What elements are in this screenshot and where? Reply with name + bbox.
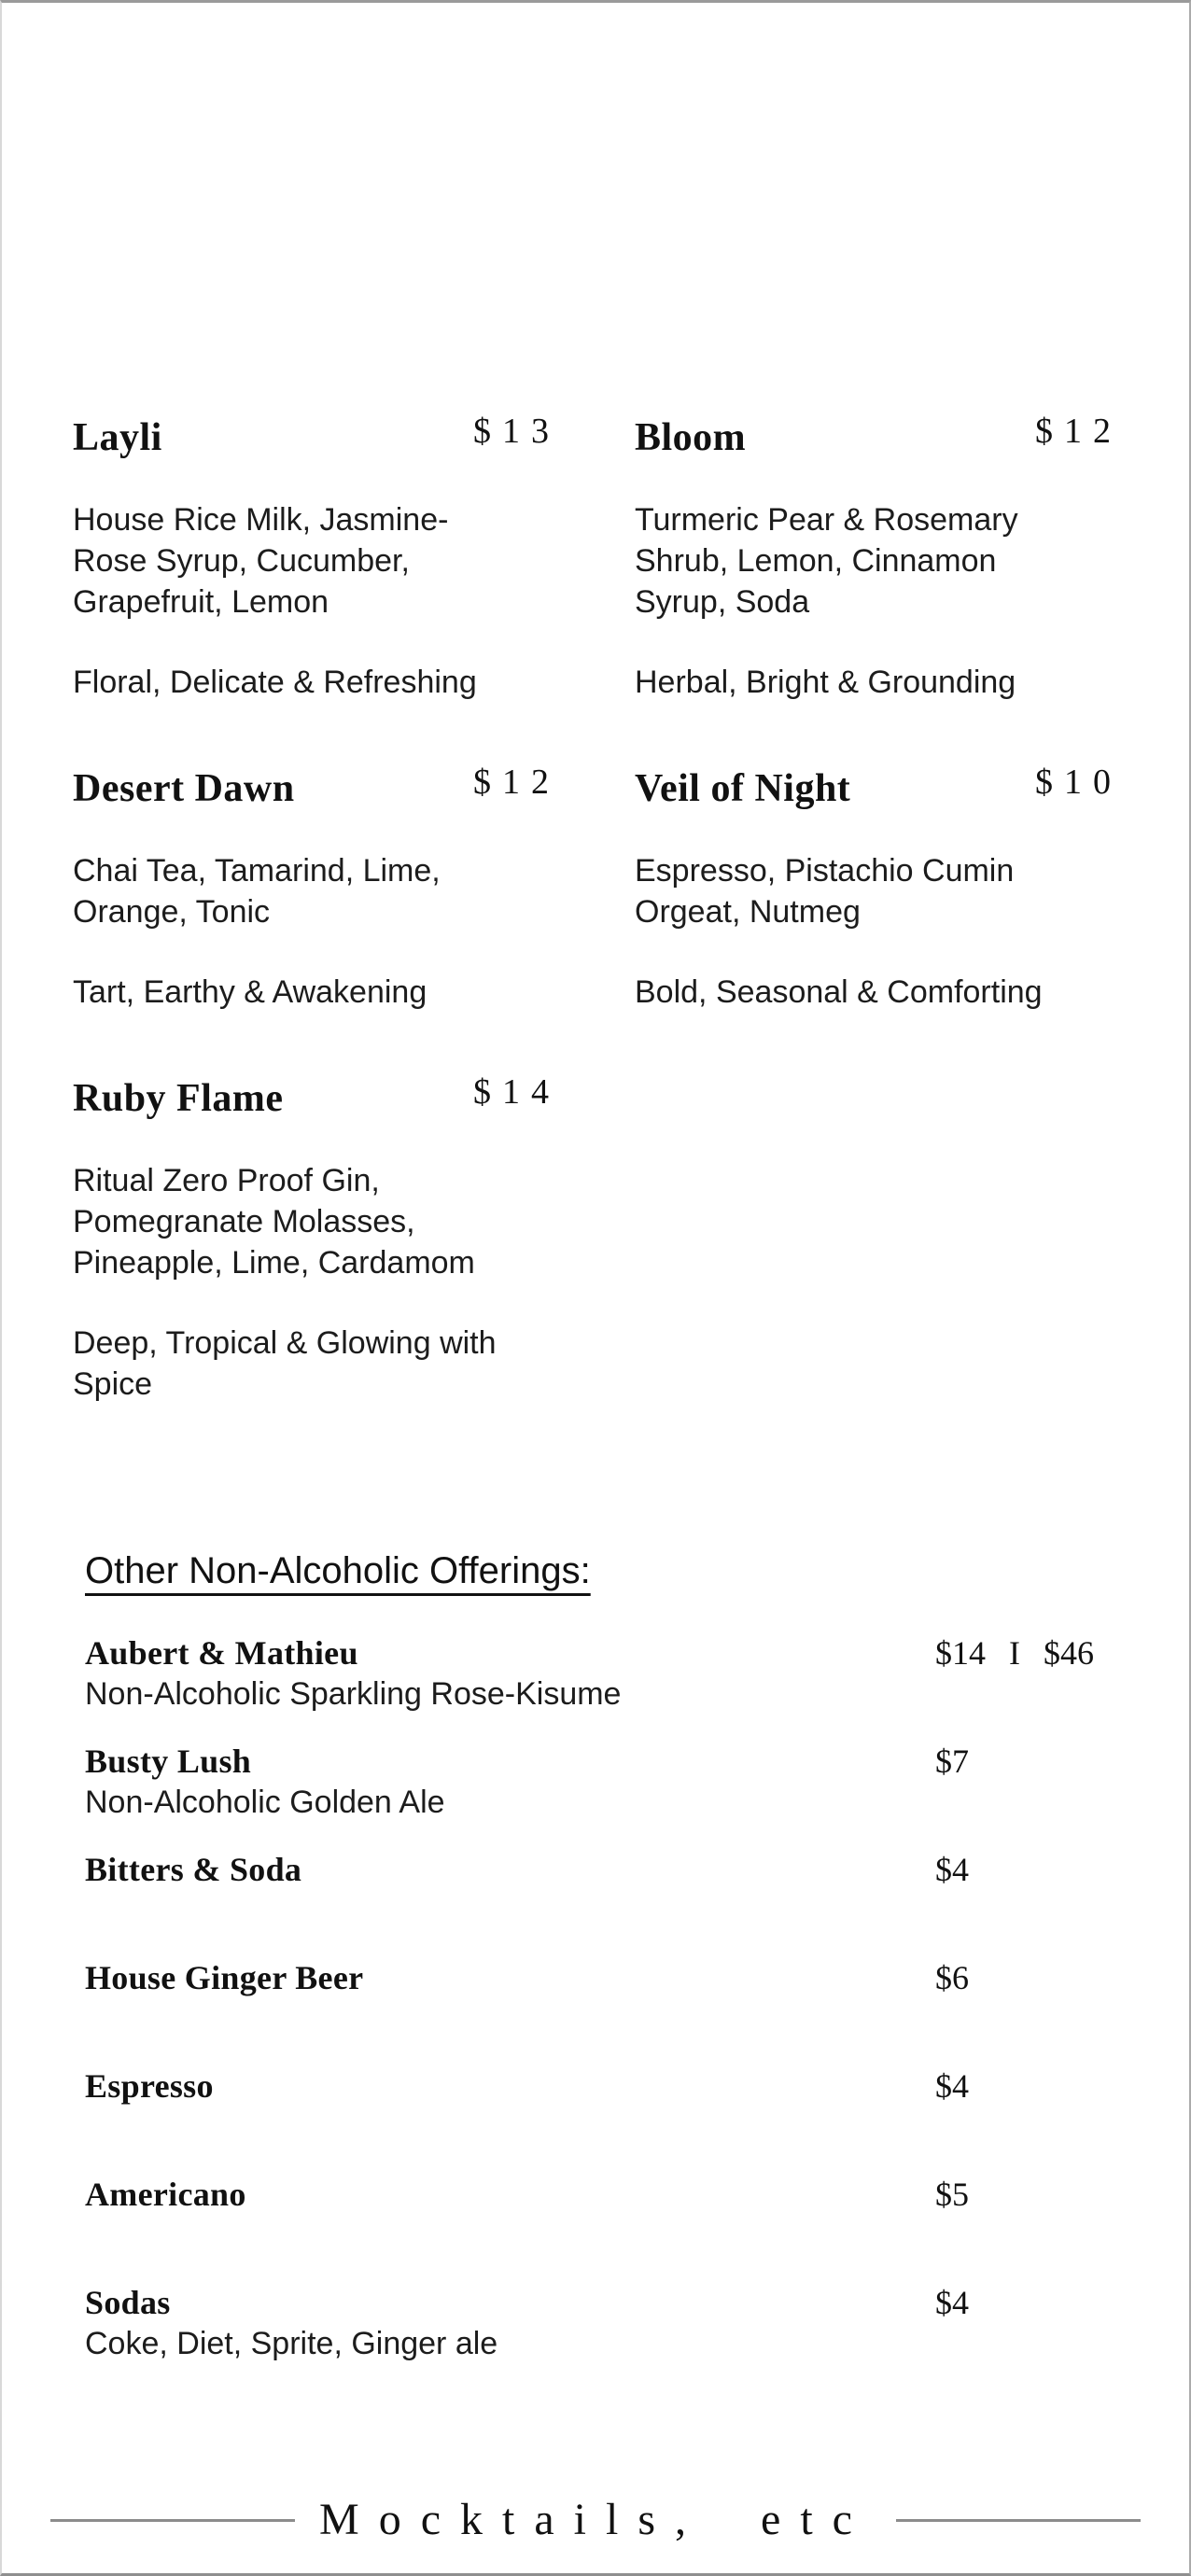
drink-ingredients: House Rice Milk, Jasmine-Rose Syrup, Cucumber, Grapefruit, Lemon — [73, 502, 449, 620]
drink-name: Veil of Night — [635, 767, 851, 810]
drink-ingredients: Turmeric Pear & Rosemary Shrub, Lemon, Cinnamon Syrup, Soda — [635, 502, 1018, 620]
mocktail-grid — [73, 412, 1122, 1466]
drink-flavor-notes: Deep, Tropical & Glowing with Spice — [73, 1325, 497, 1402]
offer-name: Bitters & Soda — [85, 1851, 302, 1888]
drink-price: $12 — [473, 763, 560, 802]
offer-price: $4 — [935, 2284, 969, 2321]
offer-row-aubert-mathieu — [85, 1632, 1111, 1715]
offer-name: Busty Lush — [85, 1743, 252, 1780]
drink-name: Desert Dawn — [73, 767, 295, 810]
offer-text — [85, 1632, 935, 1715]
offer-name: Aubert & Mathieu — [85, 1634, 358, 1672]
drink-header — [635, 412, 1122, 462]
drink-name: Ruby Flame — [73, 1077, 284, 1120]
menu-footer — [50, 2493, 1141, 2547]
offer-description: Non-Alcoholic Golden Ale — [85, 1785, 445, 1820]
drink-price: $13 — [473, 412, 560, 451]
drink-ingredients: Chai Tea, Tamarind, Lime, Orange, Tonic — [73, 853, 441, 930]
drink-name: Layli — [73, 416, 162, 459]
drink-header — [635, 763, 1122, 813]
menu-content — [2, 3, 1189, 2364]
offer-text — [85, 2282, 935, 2364]
offer-row-house-ginger-beer — [85, 1957, 1111, 1999]
offer-name: Espresso — [85, 2067, 214, 2105]
offer-price: $14 I $46 — [935, 1634, 1094, 1672]
offer-row-americano — [85, 2174, 1111, 2216]
drink-ingredients: Ritual Zero Proof Gin, Pomegranate Molasses, Pineapple, Lime, Cardamom — [73, 1163, 475, 1281]
offer-text — [85, 1957, 935, 1999]
drink-flavor-notes: Floral, Delicate & Refreshing — [73, 665, 477, 700]
drink-price: $14 — [473, 1072, 560, 1112]
offer-description: Non-Alcoholic Sparkling Rose-Kisume — [85, 1676, 622, 1712]
drink-flavor-notes: Tart, Earthy & Awakening — [73, 974, 427, 1010]
other-offerings-section — [73, 1548, 1111, 2364]
offer-price: $7 — [935, 1743, 969, 1780]
offer-row-sodas — [85, 2282, 1111, 2364]
offer-text — [85, 2174, 935, 2216]
offer-text — [85, 1741, 935, 1823]
offer-name: Americano — [85, 2176, 246, 2213]
offer-price: $4 — [935, 1851, 969, 1888]
offer-text — [85, 2065, 935, 2107]
offer-price: $5 — [935, 2176, 969, 2213]
offer-name: House Ginger Beer — [85, 1959, 364, 1996]
offer-row-busty-lush — [85, 1741, 1111, 1823]
drink-ingredients: Espresso, Pistachio Cumin Orgeat, Nutmeg — [635, 853, 1015, 930]
offer-description: Coke, Diet, Sprite, Ginger ale — [85, 2326, 498, 2361]
offer-text — [85, 1849, 935, 1891]
drink-item-veil-of-night — [635, 763, 1122, 1013]
offer-name: Sodas — [85, 2284, 171, 2321]
drink-header — [73, 412, 560, 462]
other-offerings-heading: Other Non-Alcoholic Offerings: — [85, 1550, 591, 1591]
drink-item-layli — [73, 412, 560, 703]
drink-header — [73, 1072, 560, 1123]
drink-flavor-notes: Bold, Seasonal & Comforting — [635, 974, 1043, 1010]
drink-flavor-notes: Herbal, Bright & Grounding — [635, 665, 1016, 700]
offer-price: $4 — [935, 2067, 969, 2105]
drink-price: $10 — [1035, 763, 1122, 802]
footer-right-rule — [896, 2519, 1141, 2522]
drink-item-ruby-flame — [73, 1072, 560, 1405]
drink-name: Bloom — [635, 416, 747, 459]
drink-item-desert-dawn — [73, 763, 560, 1013]
offer-row-bitters-soda — [85, 1849, 1111, 1891]
footer-left-rule — [50, 2519, 295, 2522]
offer-row-espresso — [85, 2065, 1111, 2107]
offer-price: $6 — [935, 1959, 969, 1996]
drink-price: $12 — [1035, 412, 1122, 451]
drink-item-bloom — [635, 412, 1122, 703]
menu-title: Mocktails, etc — [319, 2495, 872, 2544]
drink-header — [73, 763, 560, 813]
